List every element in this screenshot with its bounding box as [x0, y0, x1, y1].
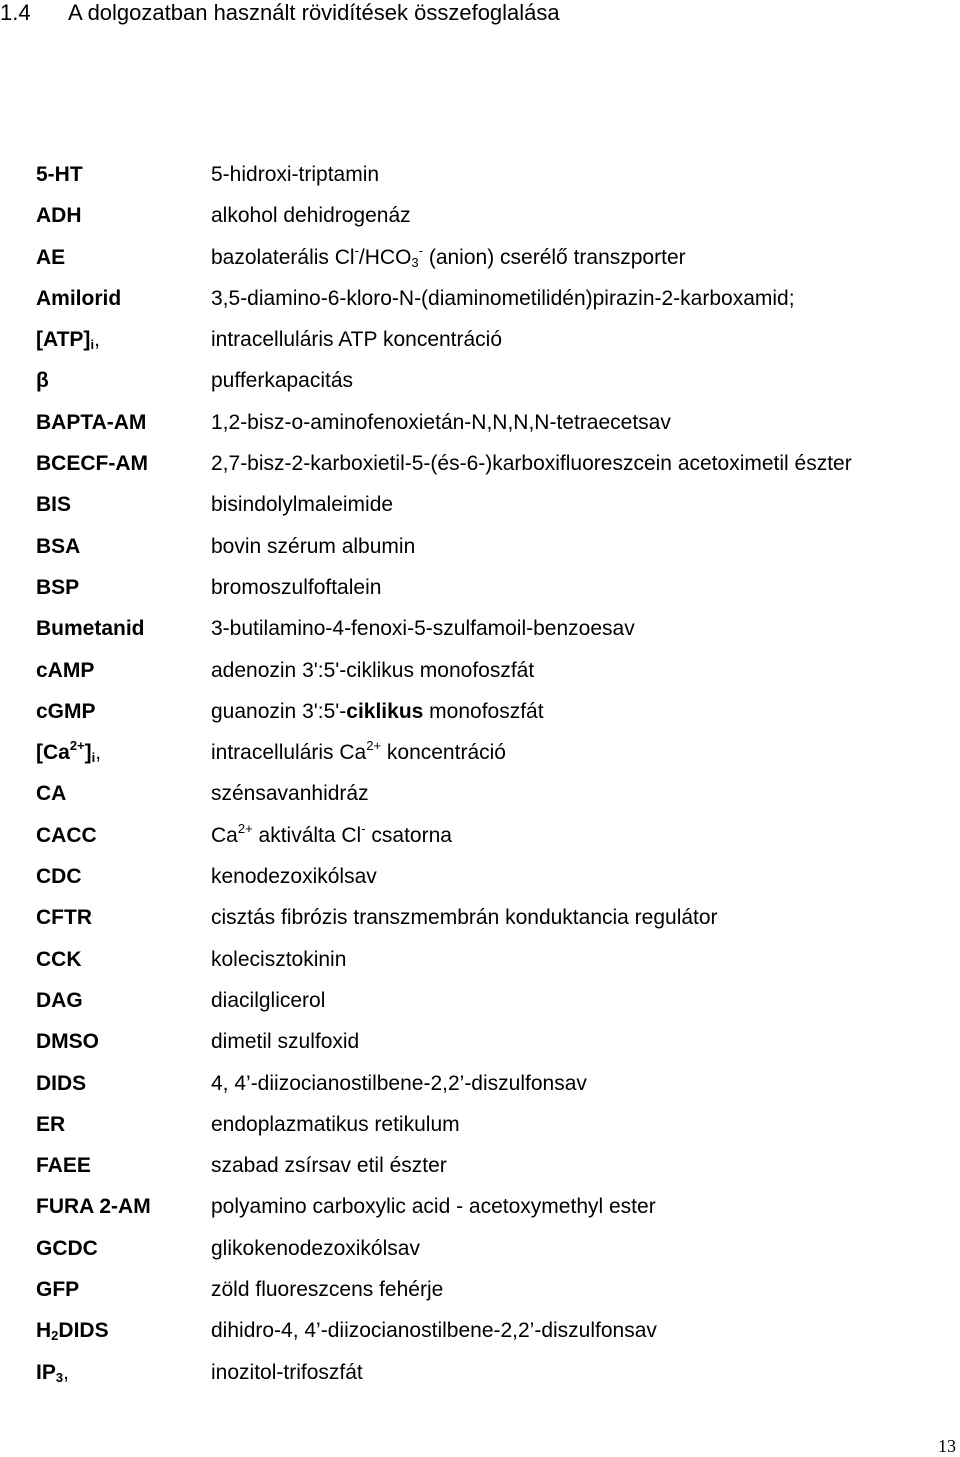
- abbreviation: $[Ca^{2+}]_i$,: [36, 738, 102, 766]
- abbreviation-row: [0, 284, 960, 325]
- abbreviation: Bumetanid: [36, 617, 145, 641]
- abbreviation-row: [0, 160, 960, 201]
- abbreviation-row: [0, 614, 960, 655]
- definition: bisindolylmaleimide: [211, 493, 394, 517]
- abbreviation-row: [0, 408, 960, 449]
- abbreviation-row: [0, 243, 960, 284]
- abbreviation-row: [0, 1234, 960, 1275]
- definition: $Ca^{2+}$ aktiválta Cl- csatorna: [211, 820, 452, 847]
- abbreviation: AE: [36, 245, 66, 269]
- abbreviation: CDC: [36, 865, 82, 889]
- abbreviation-row: [0, 821, 960, 862]
- abbreviation: FAEE: [36, 1154, 91, 1178]
- abbreviation: CA: [36, 782, 67, 806]
- definition: dimetil szulfoxid: [211, 1030, 360, 1054]
- abbreviation-row: [0, 862, 960, 903]
- abbreviation-row: [0, 201, 960, 242]
- abbreviation-row: [0, 903, 960, 944]
- definition: 3,5-diamino-6-kloro-N-(diaminometilidén)pirazin-2-karboxamid;: [211, 286, 795, 310]
- definition: 5-hidroxi-triptamin: [211, 163, 380, 186]
- definition: dihidro-4, 4’-diizocianostilbene-2,2’-diszulfonsav: [211, 1319, 657, 1343]
- abbreviation-row: [0, 490, 960, 531]
- abbreviation: GFP: [36, 1278, 80, 1302]
- abbreviation-row: [0, 945, 960, 986]
- abbreviation: GCDC: [36, 1236, 98, 1260]
- definition: kolecisztokinin: [211, 947, 347, 971]
- abbreviation-row: [0, 573, 960, 614]
- abbreviation-row: [0, 325, 960, 366]
- definition: glikokenodezoxikólsav: [211, 1236, 420, 1260]
- abbreviation-row: [0, 697, 960, 738]
- definition: kenodezoxikólsav: [211, 865, 377, 889]
- definition: szabad zsírsav etil észter: [211, 1154, 447, 1178]
- abbreviation-row: [0, 986, 960, 1027]
- abbreviation: DAG: [36, 988, 83, 1012]
- definition: alkohol dehidrogenáz: [211, 204, 411, 228]
- abbreviation-row: [0, 1110, 960, 1151]
- abbreviation: $H_2DIDS$: [36, 1319, 109, 1344]
- definition: bovin szérum albumin: [211, 534, 416, 558]
- abbreviation-row: [0, 1151, 960, 1192]
- abbreviation-row: [0, 1027, 960, 1068]
- definition: intracelluláris ATP koncentráció: [211, 328, 503, 352]
- abbreviation-row: [0, 1358, 960, 1399]
- abbreviation: $IP_3$,: [36, 1360, 69, 1385]
- abbreviation-row: [0, 656, 960, 697]
- abbreviation: BCECF-AM: [36, 452, 148, 476]
- abbreviation: 5-HT: [36, 163, 83, 186]
- abbreviation: FURA 2-AM: [36, 1195, 151, 1219]
- abbreviation-row: [0, 1192, 960, 1233]
- definition: bromoszulfoftalein: [211, 575, 382, 599]
- definition: adenozin 3':5'-ciklikus monofoszfát: [211, 658, 535, 682]
- definition: pufferkapacitás: [211, 369, 354, 393]
- definition: polyamino carboxylic acid - acetoxymethyl ester: [211, 1195, 656, 1219]
- abbreviation: DMSO: [36, 1030, 99, 1054]
- abbreviation: β: [36, 369, 49, 393]
- abbreviation: cAMP: [36, 658, 95, 682]
- abbreviation: cGMP: [36, 699, 96, 723]
- abbreviation-row: [0, 1275, 960, 1316]
- abbreviation: BIS: [36, 493, 72, 517]
- abbreviation: ER: [36, 1112, 66, 1136]
- definition: 1,2-bisz-o-aminofenoxietán-N,N,N,N-tetraecetsav: [211, 410, 671, 434]
- definition: 4, 4’-diizocianostilbene-2,2’-diszulfonsav: [211, 1071, 587, 1095]
- definition: cisztás fibrózis transzmembrán konduktancia regulátor: [211, 906, 718, 930]
- abbreviation-row: [0, 1316, 960, 1357]
- abbreviation: DIDS: [36, 1071, 87, 1095]
- abbreviation-row: [0, 449, 960, 490]
- section-number: 1.4: [0, 0, 31, 25]
- abbreviation-row: [0, 366, 960, 407]
- abbreviation-row: [0, 1069, 960, 1110]
- abbreviation: CACC: [36, 823, 97, 847]
- abbreviation: CFTR: [36, 906, 92, 930]
- page-number: 13: [938, 1436, 956, 1456]
- abbreviation-row: [0, 779, 960, 820]
- abbreviation: CCK: [36, 947, 82, 971]
- definition: diacilglicerol: [211, 988, 326, 1012]
- definition: endoplazmatikus retikulum: [211, 1112, 460, 1136]
- abbreviation-list: [0, 160, 960, 1399]
- abbreviation: BSA: [36, 534, 81, 558]
- abbreviation: Amilorid: [36, 286, 122, 310]
- abbreviation-row: [0, 738, 960, 779]
- definition: bazolaterális $Cl^-/HCO_3^-$ (anion) cserélő transzporter: [211, 242, 686, 270]
- section-title: A dolgozatban használt rövidítések összefoglalása: [68, 0, 560, 25]
- definition: guanozin 3':5'-ciklikus monofoszfát: [211, 699, 544, 723]
- definition: szénsavanhidráz: [211, 782, 369, 806]
- definition: intracelluláris $Ca^{2+}$ koncentráció: [211, 738, 506, 765]
- abbreviation: BSP: [36, 575, 80, 599]
- abbreviation-row: [0, 532, 960, 573]
- definition: inozitol-trifoszfát: [211, 1360, 363, 1384]
- definition: 3-butilamino-4-fenoxi-5-szulfamoil-benzoesav: [211, 617, 635, 641]
- abbreviation: ADH: [36, 204, 82, 228]
- definition: 2,7-bisz-2-karboxietil-5-(és-6-)karboxifluoreszcein acetoximetil észter: [211, 452, 852, 476]
- abbreviation: BAPTA-AM: [36, 410, 147, 434]
- definition: zöld fluoreszcens fehérje: [211, 1278, 444, 1302]
- abbreviation: $[ATP]_i$,: [36, 328, 100, 353]
